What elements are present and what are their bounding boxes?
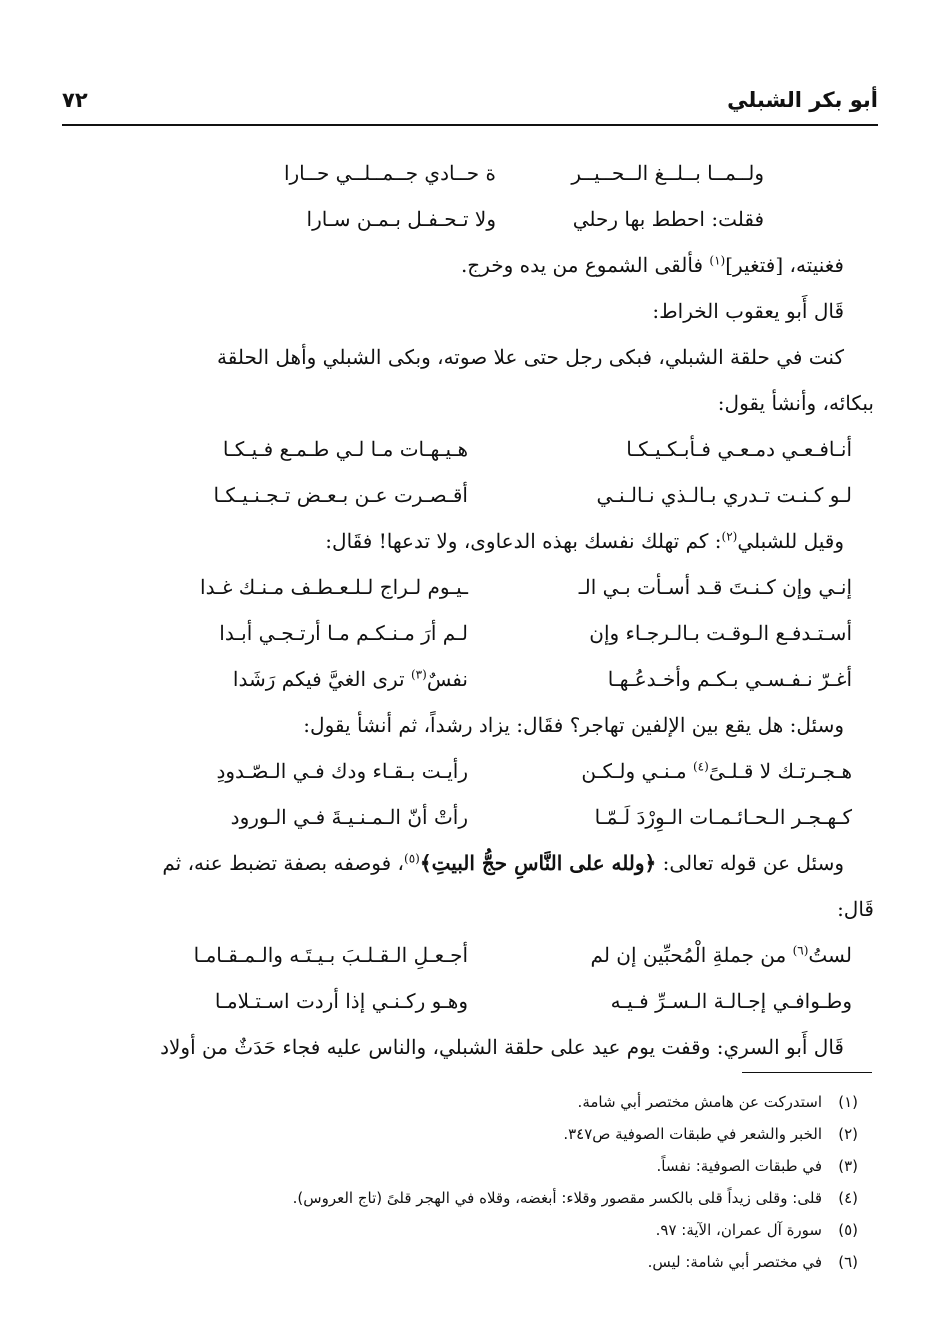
footnote-number: (٦): [838, 1253, 858, 1271]
page-body: [66, 150, 874, 1070]
verse-line: [66, 426, 874, 472]
verse-first-hemistich: وطـوافـي إجـالـة الـسـرِّ فـيـه: [610, 989, 852, 1013]
footnotes: [82, 1086, 858, 1278]
footnote-separator: [742, 1072, 872, 1073]
paragraph: وسئل: هل يقع بين الإلفين تهاجر؟ فقَال: يزاد رشداً، ثم أنشأ يقول:: [303, 713, 844, 737]
footnote: [82, 1118, 858, 1150]
verse-text: لستُ: [808, 943, 852, 967]
paragraph-text: : كم تهلك نفسك بهذه الدعاوى، ولا تدعها! فقَال:: [325, 529, 722, 553]
footnote-text: استدركت عن هامش مختصر أبي شامة.: [577, 1093, 822, 1111]
footnote-number: (٥): [838, 1221, 858, 1239]
verse-second-hemistich: ـيـوم لـراج لـلـعـطـف مـنـك غـدا: [200, 575, 468, 599]
verse-first-hemistich: [492, 748, 852, 794]
verse-second-hemistich: لـم أرَ مـنـكـم مـا أرتـجـي أبـدا: [219, 621, 468, 645]
footnote-ref[interactable]: (٤): [692, 759, 709, 774]
verse-line: [66, 610, 874, 656]
paragraph: [66, 242, 874, 288]
footnote-text: في طبقات الصوفية: نفساً.: [656, 1157, 822, 1175]
verse-second-hemistich: رأتْ أنّ الـمـنـيـةَ فـي الـورود: [230, 805, 468, 829]
footnote-number: (٢): [838, 1125, 858, 1143]
footnote: [82, 1150, 858, 1182]
verse-first-hemistich: إنـي وإن كـنـتَ قـد أسـأت بـي الـ: [578, 575, 852, 599]
verse-second-hemistich: أقـصـرت عـن بـعـض تـجـنـيـكـا: [213, 483, 468, 507]
paragraph-line: قَال:: [837, 897, 874, 921]
footnote: [82, 1182, 858, 1214]
footnote: [82, 1214, 858, 1246]
paragraph: قَال أَبو يعقوب الخراط:: [652, 299, 844, 323]
paragraph-text: وقيل للشبلي: [737, 529, 844, 553]
quran-quote: ﴿ولله على النَّاسِ حجُّ البيتِ﴾: [419, 851, 657, 875]
verse-line: [66, 748, 874, 794]
verse-second-hemistich: وهـو ركـنـي إذا أردت اسـتـلامـا: [214, 989, 468, 1013]
footnote-ref[interactable]: (٥): [404, 851, 420, 866]
footnote-text: في مختصر أبي شامة: ليس.: [647, 1253, 822, 1271]
verse-text: نفسٌ: [426, 667, 468, 691]
header-title: أبو بكر الشبلي: [727, 88, 878, 112]
verse-second-hemistich: ولا تـحـفـل بـمـن سـارا: [306, 207, 496, 231]
verse-second-hemistich: هـيـهـات مـا لـي طـمـع فـيـكـا: [222, 437, 468, 461]
footnote-number: (١): [838, 1093, 858, 1111]
verse-line: [66, 656, 874, 702]
paragraph-text: وسئل عن قوله تعالى:: [656, 851, 844, 875]
verse-second-hemistich: ة حــادي جــمــلــي حــارا: [283, 161, 496, 185]
paragraph: [66, 518, 874, 564]
footnote-ref[interactable]: (٣): [410, 667, 427, 682]
verse-line: [66, 978, 874, 1024]
verse-line: [66, 564, 874, 610]
verse-first-hemistich: لـو كـنـت تـدري بـالـذي نـالـنـي: [596, 483, 852, 507]
footnote-ref[interactable]: (١): [709, 253, 726, 268]
verse-first-hemistich: كـهـجـر الـحـائـمـات الـوِرْدَ لَـمّـا: [594, 805, 852, 829]
verse-line: [66, 150, 874, 196]
footnote-ref[interactable]: (٢): [721, 529, 738, 544]
verse-first-hemistich: فقلت: احطط بها رحلي: [572, 207, 764, 231]
verse-text: مـنـي ولـكـن: [581, 759, 693, 783]
paragraph-line: ببكائه، وأنشأ يقول:: [717, 391, 874, 415]
verse-line: [66, 794, 874, 840]
footnote-text: سورة آل عمران، الآية: ٩٧.: [655, 1221, 822, 1239]
paragraph-text: فألقى الشموع من يده وخرج.: [460, 253, 710, 277]
footnote-number: (٤): [838, 1189, 858, 1207]
verse-second-hemistich: رأيـت بـقـاء ودك فـي الـصّـدودِ: [216, 759, 468, 783]
verse-first-hemistich: أسـتـدفـع الـوقـت بـالـرجـاء وإن: [589, 621, 852, 645]
verse-line: [66, 932, 874, 978]
paragraph-text: فغنيته، [فتغير]: [725, 253, 844, 277]
verse-first-hemistich: [492, 932, 852, 978]
paragraph-text: ، فوصفه بصفة تضبط عنه، ثم: [162, 851, 405, 875]
verse-text: هـجـرتـك لا قـلـىً: [708, 759, 852, 783]
footnote-number: (٣): [838, 1157, 858, 1175]
verse-first-hemistich: ولــمــا بــلــغ الــحــيــر: [571, 161, 764, 185]
paragraph-line: كنت في حلقة الشبلي، فبكى رجل حتى علا صوته، وبكى الشبلي وأهل الحلقة: [217, 345, 844, 369]
verse-first-hemistich: أنـافـعـي دمـعـي فـأبـكـيـكـا: [626, 437, 852, 461]
paragraph-line: قَال أَبو السري: وقفت يوم عيد على حلقة الشبلي، والناس عليه فجاء حَدَثٌ من أولاد: [160, 1035, 844, 1059]
verse-second-hemistich: أجـعـلِ الـقـلـبَ بـيـتَـه والـمـقـامـا: [193, 943, 468, 967]
verse-line: [66, 472, 874, 518]
verse-text: من جملةِ الْمُحبِّين إن لم: [590, 943, 793, 967]
footnote: [82, 1086, 858, 1118]
verse-text: ترى الغيَّ فيكم رَشَدا: [232, 667, 411, 691]
paragraph-line: [66, 840, 874, 886]
page-number: ٧٢: [62, 88, 88, 112]
running-header: [62, 88, 878, 126]
footnote-text: قلى: وقلى زيداً قلى بالكسر مقصور وقلاء: أبغضه، وقلاه في الهجر قلىً (تاج العروس).: [292, 1189, 822, 1207]
footnote: [82, 1246, 858, 1278]
verse-line: [66, 196, 874, 242]
verse-first-hemistich: أغـرّ نـفـسـي بـكـم وأخـدعُـهـا: [607, 667, 852, 691]
verse-second-hemistich: [108, 656, 468, 702]
footnote-text: الخبر والشعر في طبقات الصوفية ص٣٤٧.: [563, 1125, 822, 1143]
footnote-ref[interactable]: (٦): [792, 943, 809, 958]
